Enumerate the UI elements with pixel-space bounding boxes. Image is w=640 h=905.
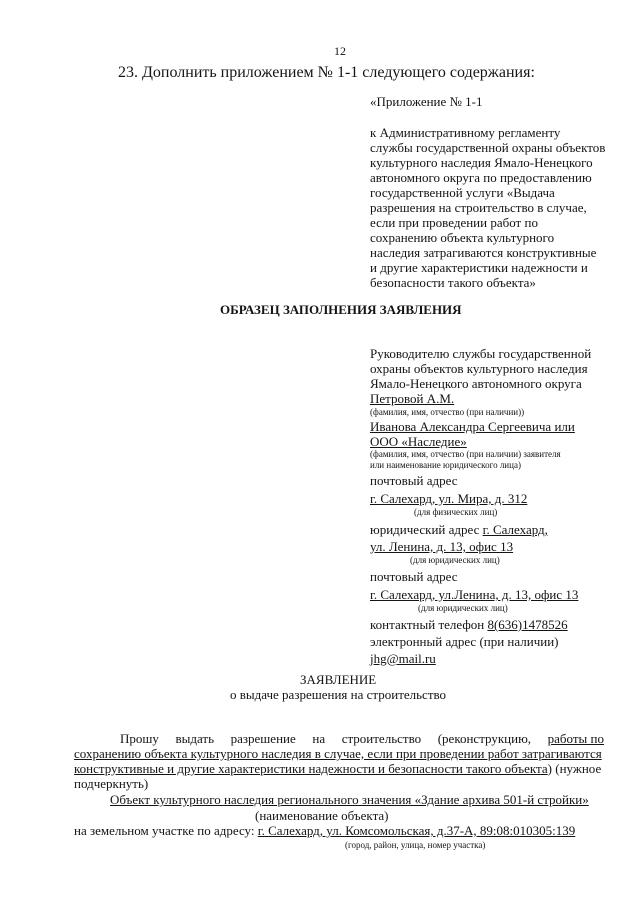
appendix-line: службы государственной охраны объектов (370, 140, 606, 155)
postal-caption: (для физических лиц) (414, 507, 498, 517)
appendix-line: безопасности такого объекта» (370, 275, 536, 290)
appendix-line: если при проведении работ по (370, 215, 538, 230)
legal-caption: (для юридических лиц) (410, 555, 500, 565)
request-word: строительство (341, 731, 422, 746)
phone-label: контактный телефон (370, 617, 485, 632)
applicant-caption: (фамилия, имя, отчество (при наличии) заявителя (370, 449, 561, 459)
item-heading: 23. Дополнить приложением № 1-1 следующего содержания: (118, 64, 535, 81)
request-line-3 (74, 761, 601, 776)
appendix-line: и другие характеристики надежности и (370, 260, 588, 275)
request-line-2: сохранению объекта культурного наследия в случае, если при проведении работ затрагиваются (74, 746, 602, 761)
appendix-line: сохранению объекта культурного (370, 230, 555, 245)
addressee-line: Руководителю службы государственной (370, 346, 592, 361)
head-name-caption: (фамилия, имя, отчество (при наличии)) (370, 407, 525, 417)
postal2-value: г. Салехард, ул.Ленина, д. 13, офис 13 (370, 587, 579, 602)
request-rest: ) (нужное (547, 761, 602, 776)
request-line-4: подчеркнуть) (74, 776, 149, 791)
request-word: (реконструкцию, (437, 731, 532, 746)
request-underlined: работы по (547, 731, 604, 746)
appendix-line: культурного наследия Ямало-Ненецкого (370, 155, 593, 170)
request-word: на (312, 731, 326, 746)
request-underlined: конструктивные и другие характеристики надежности и безопасности такого объекта (74, 761, 548, 776)
legal-label: юридический адрес (370, 522, 480, 537)
email-value: jhg@mail.ru (370, 651, 436, 666)
appendix-line: разрешения на строительство в случае, (370, 200, 587, 215)
phone (370, 617, 591, 632)
applicant-name: Иванова Александра Сергеевича или (370, 419, 575, 434)
postal-label: почтовый адрес (370, 473, 458, 488)
applicant-name: ООО «Наследие» (370, 434, 467, 449)
request-word: выдать (175, 731, 215, 746)
addressee-line: Ямало-Ненецкого автономного округа (370, 376, 582, 391)
land-address (74, 823, 575, 838)
appendix-line: наследия затрагиваются конструктивные (370, 245, 597, 260)
land-caption: (город, район, улица, номер участка) (345, 840, 486, 850)
appendix-line: к Административному регламенту (370, 125, 561, 140)
request-word: Прошу (120, 731, 159, 746)
legal-value: ул. Ленина, д. 13, офис 13 (370, 539, 514, 554)
appendix-line: автономного округа по предоставлению (370, 170, 592, 185)
postal-value: г. Салехард, ул. Мира, д. 312 (370, 491, 528, 506)
addressee-line: охраны объектов культурного наследия (370, 361, 588, 376)
statement-title: ЗАЯВЛЕНИЕ (300, 672, 377, 687)
sample-title: ОБРАЗЕЦ ЗАПОЛНЕНИЯ ЗАЯВЛЕНИЯ (220, 302, 462, 317)
page-number: 12 (334, 44, 346, 58)
statement-subtitle: о выдаче разрешения на строительство (230, 687, 447, 702)
appendix-text (370, 125, 605, 290)
postal2-label: почтовый адрес (370, 569, 458, 584)
applicant-caption: или наименование юридического лица) (370, 460, 521, 470)
appendix-line: государственной услуги «Выдача (370, 185, 555, 200)
legal-address (370, 522, 591, 537)
postal2-caption: (для юридических лиц) (418, 603, 508, 613)
request-word: разрешение (230, 731, 296, 746)
addressee-block (370, 346, 591, 666)
object-caption: (наименование объекта) (255, 808, 389, 823)
head-name: Петровой А.М. (370, 391, 455, 406)
object-name: Объект культурного наследия регионального значения «Здание архива 501-й стройки» (110, 792, 589, 807)
appendix-title: «Приложение № 1-1 (370, 94, 483, 109)
land-value: г. Салехард, ул. Комсомольская, д.37-А, 89:08:010305:139 (257, 823, 576, 838)
legal-value: г. Салехард, (482, 522, 548, 537)
phone-value: 8(636)1478526 (487, 617, 568, 632)
request-line-1 (120, 731, 604, 746)
land-label: на земельном участке по адресу: (74, 823, 255, 838)
email-label: электронный адрес (при наличии) (370, 634, 559, 649)
